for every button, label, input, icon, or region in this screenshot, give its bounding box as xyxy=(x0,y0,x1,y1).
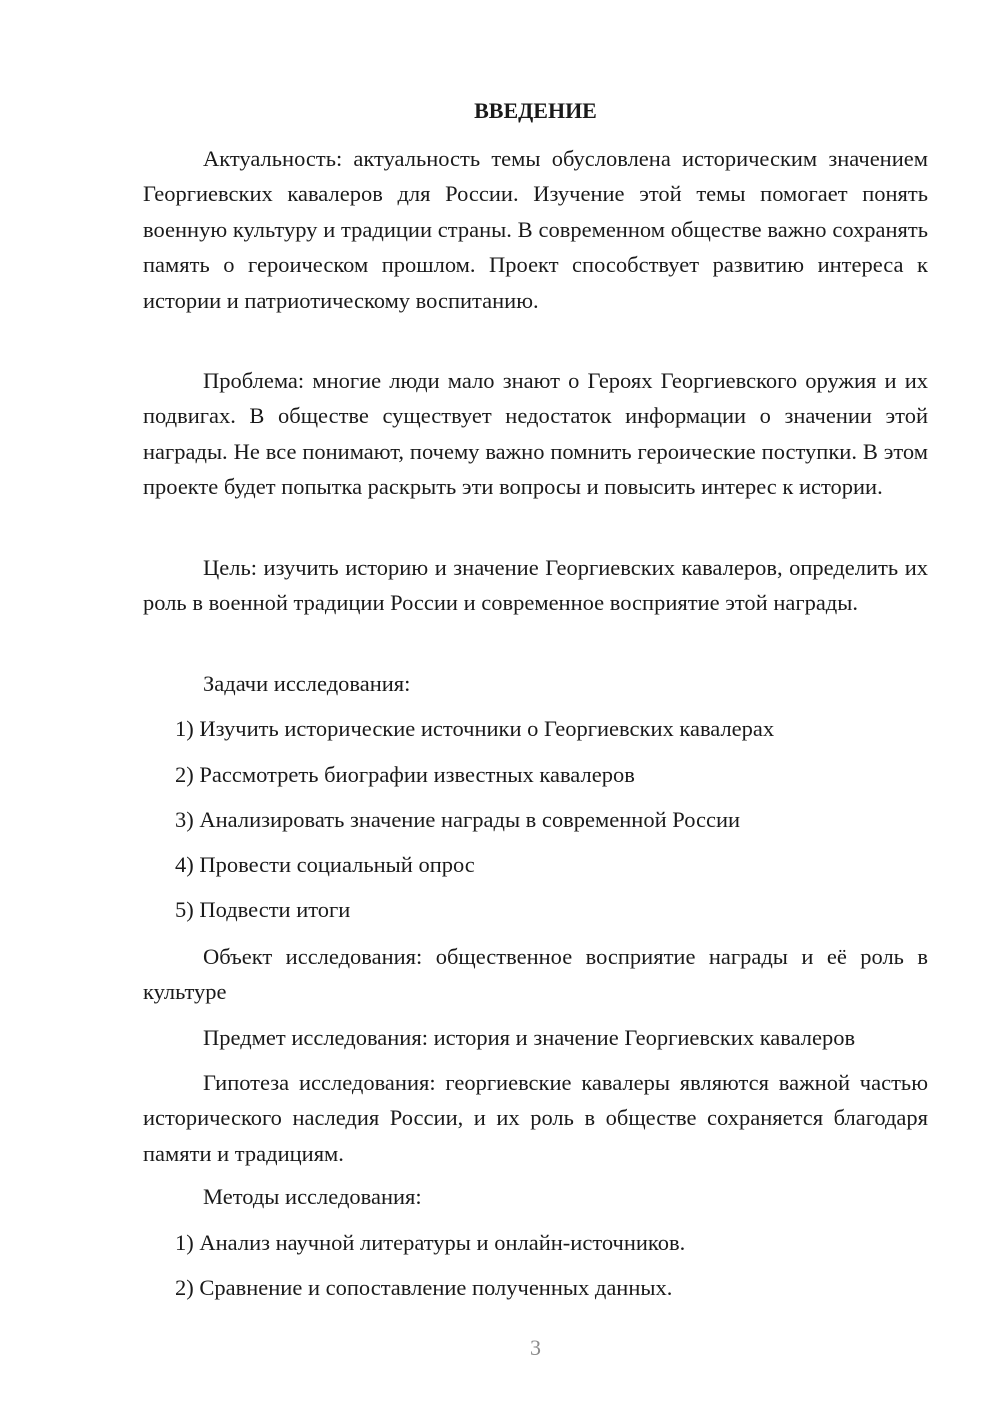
object-paragraph: Объект исследования: общественное восприятие награды и её роль в культуре xyxy=(143,944,928,1005)
page-number: 3 xyxy=(530,1335,541,1360)
goal-paragraph: Цель: изучить историю и значение Георгиевских кавалеров, определить их роль в военной традиции России и современное восприятие этой награды. xyxy=(143,555,928,616)
list-item: 2) Рассмотреть биографии известных кавалеров xyxy=(175,762,635,787)
problem-paragraph: Проблема: многие люди мало знают о Героях Георгиевского оружия и их подвигах. В обществе существует недостаток информации о значении этой награды. Не все понимают, почему важно помнить героические поступки. В этом проекте будет попытка раскрыть эти вопросы и повысить интерес к истории. xyxy=(143,368,928,500)
tasks-title: Задачи исследования: xyxy=(203,671,411,696)
hypothesis-paragraph: Гипотеза исследования: георгиевские кавалеры являются важной частью исторического наследия России, и их роль в обществе сохраняется благодаря памяти и традициям. xyxy=(143,1070,928,1166)
section-heading: ВВЕДЕНИЕ xyxy=(474,98,597,123)
subject-paragraph: Предмет исследования: история и значение Георгиевских кавалеров xyxy=(203,1025,856,1050)
list-item: 1) Изучить исторические источники о Георгиевских кавалерах xyxy=(175,716,775,741)
methods-title: Методы исследования: xyxy=(203,1184,422,1209)
list-item: 1) Анализ научной литературы и онлайн-источников. xyxy=(175,1230,686,1255)
list-item: 4) Провести социальный опрос xyxy=(175,852,475,877)
list-item: 3) Анализировать значение награды в современной России xyxy=(175,807,741,832)
relevance-paragraph: Актуальность: актуальность темы обусловлена историческим значением Георгиевских кавалеров для России. Изучение этой темы помогает понять военную культуру и традиции страны. В современном обществе важно сохранять память о героическом прошлом. Проект способствует развитию интереса к истории и патриотическому воспитанию. xyxy=(143,146,928,313)
list-item: 5) Подвести итоги xyxy=(175,897,351,922)
list-item: 2) Сравнение и сопоставление полученных данных. xyxy=(175,1275,673,1300)
